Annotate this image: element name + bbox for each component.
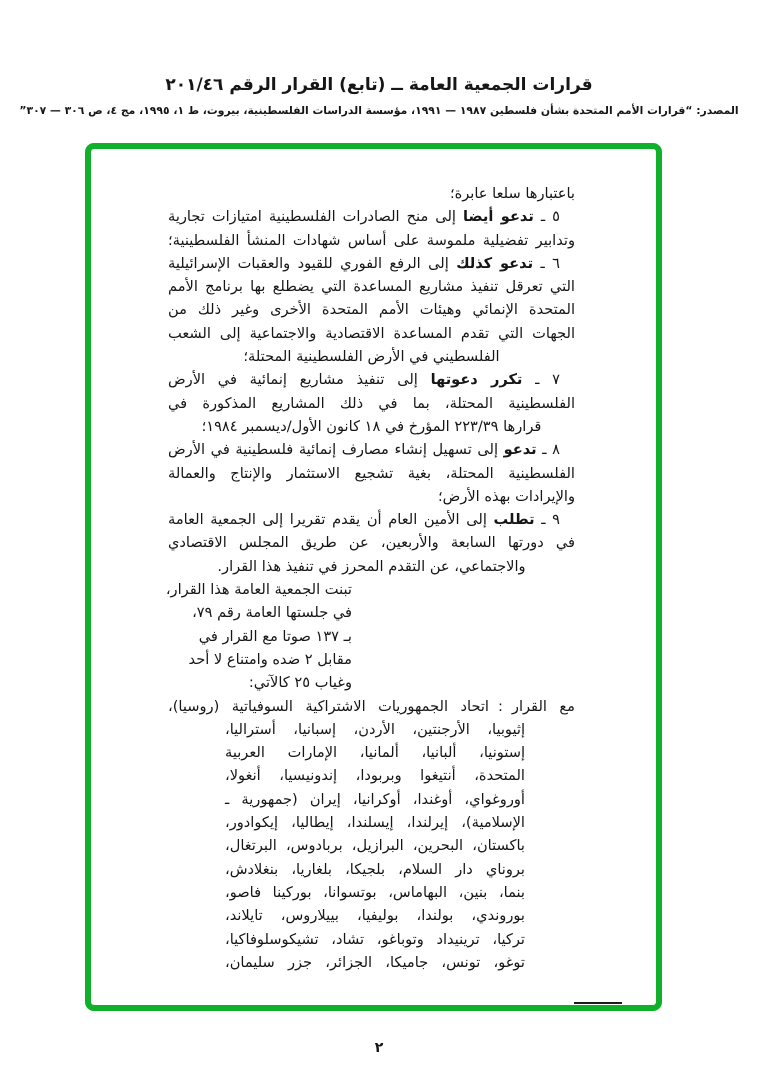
footnote-rule	[574, 1002, 622, 1004]
page-header-title: قرارات الجمعية العامة ــ (تابع) القرار الرقم ٢٠١/٤٦	[165, 75, 593, 95]
text-run: والإيرادات بهذه الأرض؛	[438, 487, 575, 505]
text-run: باكستان، البحرين، البرازيل، بربادوس، البرتغال،	[225, 837, 525, 855]
text-run: وتدابير تفضيلية ملموسة على أساس شهادات المنشأ الفلسطينية؛	[168, 231, 575, 249]
text-run: إلى تنفيذ مشاريع إنمائية في الأرض	[168, 371, 431, 389]
text-line	[168, 205, 575, 228]
country-list	[225, 718, 525, 974]
text-run: أوروغواي، أوغندا، أوكرانيا، إيران (جمهورية ـ	[225, 790, 525, 808]
text-line	[168, 508, 575, 531]
text-run: الجهات التي تقدم المساعدة الاقتصادية والاجتماعية إلى الشعب	[168, 324, 575, 342]
text-run: والاجتماعي، عن التقدم المحرز في تنفيذ هذا القرار.	[217, 557, 526, 575]
text-line	[168, 229, 575, 252]
clause-verb-bold: تدعو	[503, 441, 537, 459]
text-line	[168, 485, 575, 508]
citation-line	[165, 578, 352, 601]
vote-label-colon: :	[497, 697, 503, 715]
text-run: ٦ ـ	[533, 254, 560, 272]
text-run: الفلسطينية المحتلة، بغية تشجيع الاستثمار والإنتاج والعمالة	[168, 464, 575, 482]
vote-result-label: مع القرار	[511, 697, 575, 715]
text-line	[168, 275, 575, 298]
text-run: المتحدة، أنتيغوا وبربودا، إندونيسيا، أنغولا،	[225, 767, 525, 785]
text-run: الفلسطينية المحتلة، بما في ذلك المشاريع المذكورة في	[168, 394, 575, 412]
country-list-line	[225, 764, 525, 787]
resolution-text-block	[91, 149, 656, 974]
text-line	[168, 555, 575, 578]
citation-line	[168, 671, 352, 694]
text-run: قرارها ٢٢٣/٣٩ المؤرخ في ١٨ كانون الأول/ديسمبر ١٩٨٤؛	[201, 417, 542, 435]
text-line	[168, 345, 575, 368]
citation-line	[168, 625, 352, 648]
text-run: إلى منح الصادرات الفلسطينية امتيازات تجارية	[168, 208, 463, 226]
vote-label-line	[168, 695, 575, 718]
country-list-line	[225, 904, 525, 927]
text-run: مقابل ٢ ضده وامتناع لا أحد	[188, 650, 352, 668]
country-list-line	[225, 834, 525, 857]
clause-verb-bold: تطلب	[493, 511, 535, 529]
text-run: توغو، تونس، جاميكا، الجزائر، جزر سليمان،	[225, 953, 525, 971]
text-line	[168, 415, 575, 438]
text-line	[168, 392, 575, 415]
text-run: بروناي دار السلام، بلجيكا، بلغاريا، بنغلادش،	[225, 860, 525, 878]
text-run: بـ ١٣٧ صوتا مع القرار في	[198, 627, 352, 645]
text-line	[168, 531, 575, 554]
text-run: الإسلامية)، إيرلندا، إيسلندا، إيطاليا، إيكوادور،	[225, 814, 525, 832]
adoption-citation-block	[165, 578, 352, 694]
text-run: تركيا، ترينيداد وتوباغو، تشاد، تشيكوسلوفاكيا،	[225, 930, 525, 948]
citation-line	[168, 648, 352, 671]
text-line	[168, 182, 575, 205]
resolution-paragraphs	[168, 182, 575, 578]
clause-verb-bold: تدعو أيضا	[462, 208, 534, 226]
text-line	[168, 298, 575, 321]
text-run: إلى الرفع الفوري للقيود والعقبات الإسرائيلية	[168, 254, 457, 272]
country-list-line	[225, 811, 525, 834]
country-list-line	[225, 858, 525, 881]
country-list-line	[225, 881, 525, 904]
text-run: إثيوبيا، الأرجنتين، الأردن، إسبانيا، أستراليا،	[225, 720, 525, 738]
vote-result-block	[168, 695, 575, 975]
text-run: ٩ ـ	[534, 511, 560, 529]
clause-verb-bold: تكرر دعوتها	[430, 371, 523, 389]
citation-line	[168, 601, 352, 624]
vote-first-countries: اتحاد الجمهوريات الاشتراكية السوفياتية (روسيا)،	[168, 697, 489, 715]
text-run: المتحدة الإنمائي وهيئات الأمم المتحدة الأخرى وغير ذلك من	[168, 301, 575, 319]
text-run: التي تعرقل تنفيذ مشاريع المساعدة التي يضطلع بها برنامج الأمم	[168, 278, 575, 296]
text-line	[168, 368, 575, 391]
source-citation-line: المصدر: “قرارات الأمم المتحدة بشأن فلسطين ١٩٨٧ — ١٩٩١، مؤسسة الدراسات الفلسطينية، بيروت، ط ١، ١٩٩٥، مج ٤، ص ٣٠٦ — ٣٠٧”	[19, 104, 739, 117]
clause-verb-bold: تدعو كذلك	[456, 254, 534, 272]
text-line	[168, 252, 575, 275]
text-run: بنما، بنين، البهاماس، بوتسوانا، بوركينا فاصو،	[225, 883, 525, 901]
text-run: وغياب ٢٥ كالآتي:	[248, 674, 352, 692]
text-run: الفلسطيني في الأرض الفلسطينية المحتلة؛	[243, 348, 500, 366]
country-list-line	[225, 788, 525, 811]
text-run: إلى الأمين العام أن يقدم تقريرا إلى الجمعية العامة	[168, 511, 494, 529]
page-number: ٢	[374, 1040, 384, 1056]
text-run: تبنت الجمعية العامة هذا القرار،	[165, 581, 352, 599]
country-list-line	[225, 928, 525, 951]
resolution-frame	[85, 143, 662, 1011]
text-run: ٥ ـ	[533, 208, 560, 226]
text-line	[168, 462, 575, 485]
text-run: إلى تسهيل إنشاء مصارف إنمائية فلسطينية في الأرض	[168, 441, 504, 459]
text-run: إستونيا، ألبانيا، ألمانيا، الإمارات العربية	[225, 744, 525, 762]
country-list-line	[225, 741, 525, 764]
text-line	[168, 438, 575, 461]
text-run: في جلستها العامة رقم ٧٩،	[192, 604, 352, 622]
country-list-line	[225, 951, 525, 974]
text-run: في دورتها السابعة والأربعين، عن طريق المجلس الاقتصادي	[168, 534, 575, 552]
text-run: باعتبارها سلعا عابرة؛	[449, 185, 575, 202]
country-list-line	[225, 718, 525, 741]
text-run: بوروندي، بولندا، بوليفيا، بييلاروس، تايلاند،	[225, 907, 525, 925]
text-run: ٨ ـ	[536, 441, 560, 459]
text-line	[168, 322, 575, 345]
text-run: ٧ ـ	[522, 371, 560, 389]
